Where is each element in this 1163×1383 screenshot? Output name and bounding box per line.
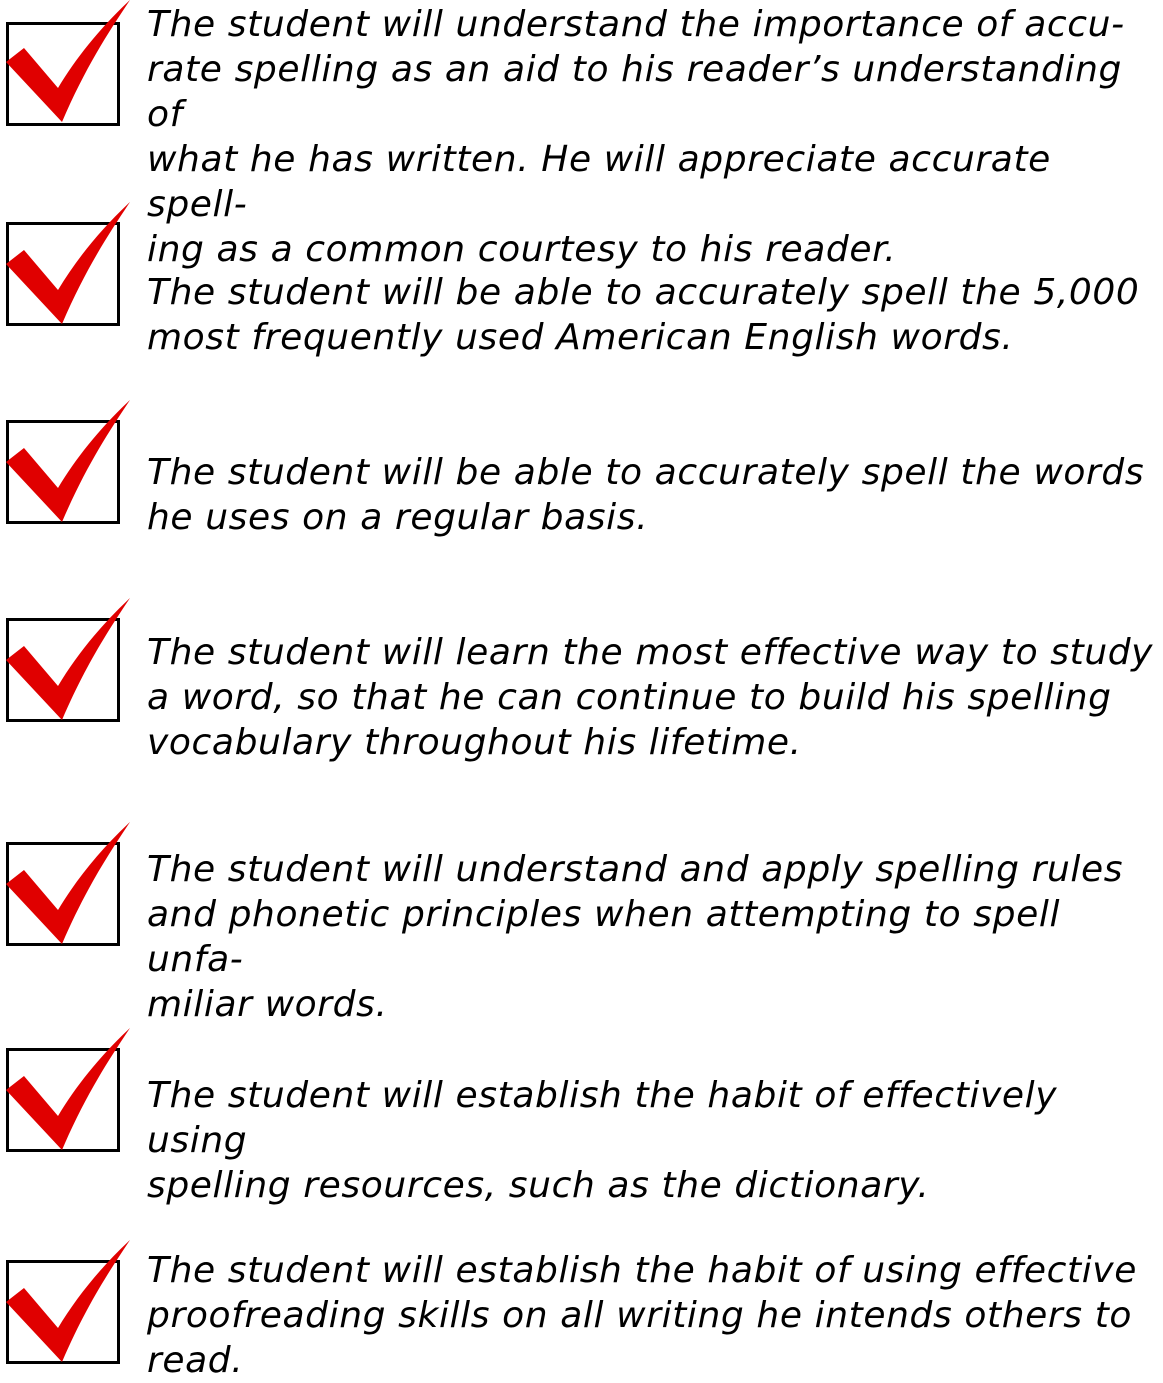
check-mark-icon — [4, 0, 130, 126]
objective-text: The student will understand the importance of accu- rate spelling as an aid to his reader’s understanding of what he has written. He will appreciate accurate spell- ing as a common courtesy to his reader. — [147, 4, 1125, 270]
check-mark-icon — [4, 202, 130, 328]
objective-text: The student will establish the habit of effectively using spelling resources, such as the dictionary. — [147, 1075, 1058, 1206]
check-mark-icon — [4, 1028, 130, 1154]
objective-text: The student will understand and apply spelling rules and phonetic principles when attempting to spell unfa- miliar words. — [147, 849, 1124, 1025]
check-mark-icon — [4, 400, 130, 526]
check-mark-icon — [4, 822, 130, 948]
objective-text: The student will be able to accurately spell the 5,000 most frequently used American English words. — [147, 272, 1140, 358]
objective-text: The student will establish the habit of using effective proofreading skills on all writing he intends others to read. — [147, 1250, 1137, 1381]
check-mark-icon — [4, 598, 130, 724]
check-mark-icon — [4, 1240, 130, 1366]
objective-text: The student will be able to accurately spell the words he uses on a regular basis. — [147, 452, 1145, 538]
objective-text: The student will learn the most effective way to study a word, so that he can continue to build his spelling vocabulary throughout his lifetime. — [147, 632, 1154, 763]
